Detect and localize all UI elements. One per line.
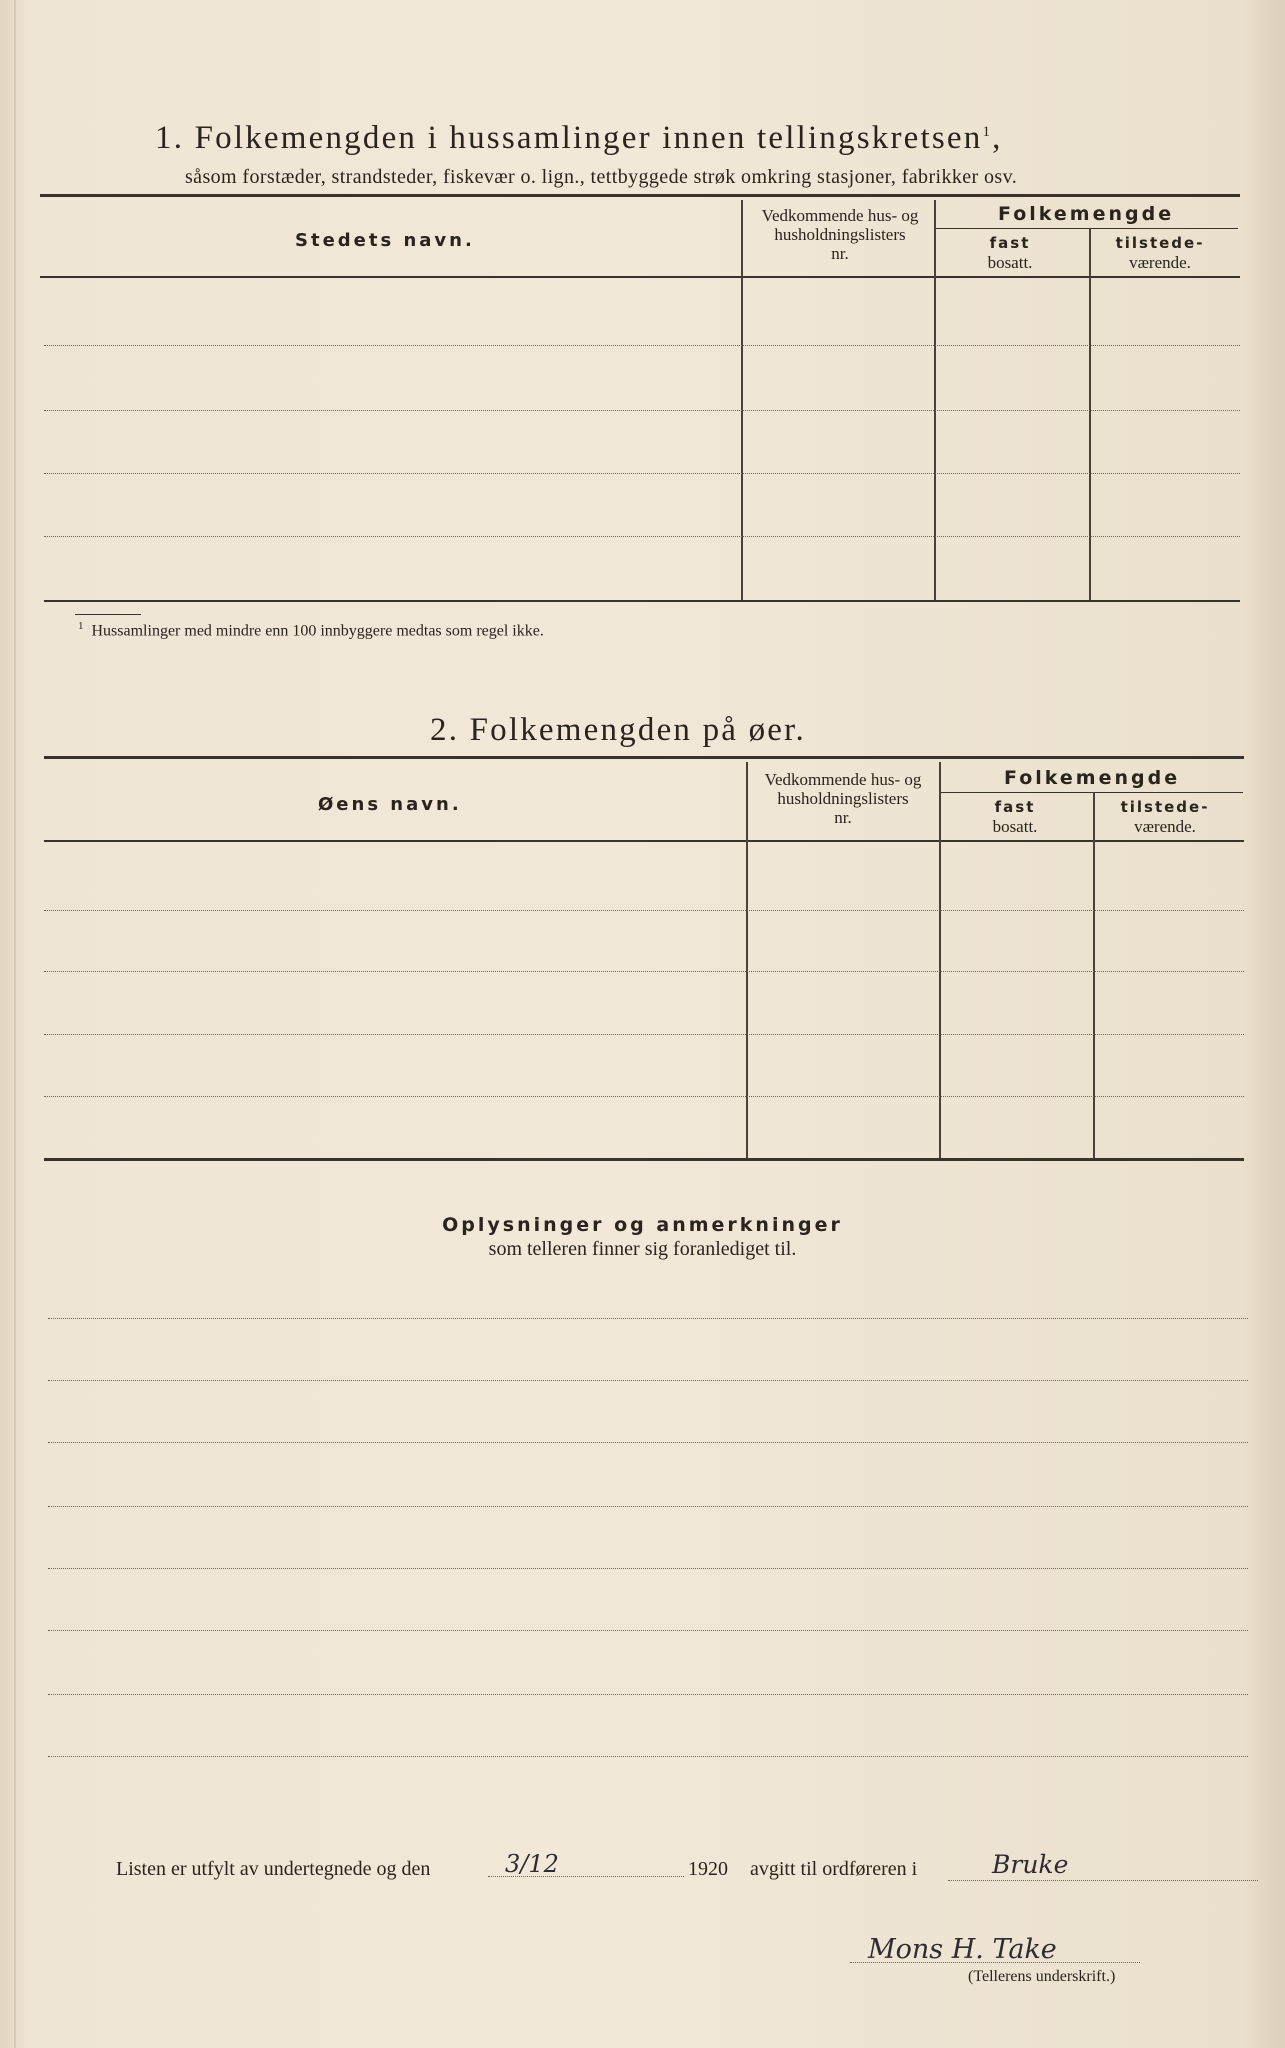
section1-col-fast: fast bosatt.: [987, 234, 1033, 272]
section1-col-tilstede: tilstede- værende.: [1115, 234, 1205, 272]
section2-title: 2. Folkemengden på øer.: [430, 712, 806, 748]
section1-title: 1. Folkemengden i hussamlinger innen tellingskretsen$^1$,: [155, 120, 1003, 156]
section1-footnote: $^1$ Hussamlinger med mindre enn 100 innbyggere medtas som regel ikke.: [78, 620, 544, 640]
footer-date-handwritten: 3/12: [505, 1850, 559, 1878]
page-fold-edge: [14, 0, 16, 2048]
section1-col-list: Vedkommende hus- og husholdningslisters nr.: [761, 206, 919, 263]
signature-label: (Tellerens underskrift.): [968, 1968, 1116, 1985]
footer-place-handwritten: Bruke: [992, 1850, 1069, 1879]
footer-year: 1920: [688, 1858, 728, 1880]
section2-col-list: Vedkommende hus- og husholdningslisters nr.: [764, 770, 922, 827]
signature-handwritten: Mons H. Take: [868, 1934, 1057, 1965]
section1-col-group: Folkemengde: [998, 203, 1175, 225]
remarks-title: Oplysninger og anmerkninger: [442, 1214, 843, 1236]
section1-col-name: Stedets navn.: [295, 230, 475, 251]
section1-subtitle: såsom forstæder, strandsteder, fiskevær o. lign., tettbyggede strøk omkring stasjoner, fabrikker osv.: [185, 166, 1018, 188]
remarks-subtitle: som telleren finner sig foranlediget til.: [488, 1238, 797, 1260]
footer-text-2: avgitt til ordføreren i: [750, 1858, 918, 1880]
section2-col-fast: fast bosatt.: [992, 798, 1038, 836]
footer-text-1: Listen er utfylt av undertegnede og den: [116, 1858, 431, 1880]
section2-col-tilstede: tilstede- værende.: [1120, 798, 1210, 836]
section2-col-group: Folkemengde: [1004, 767, 1181, 789]
section2-col-name: Øens navn.: [318, 794, 462, 815]
